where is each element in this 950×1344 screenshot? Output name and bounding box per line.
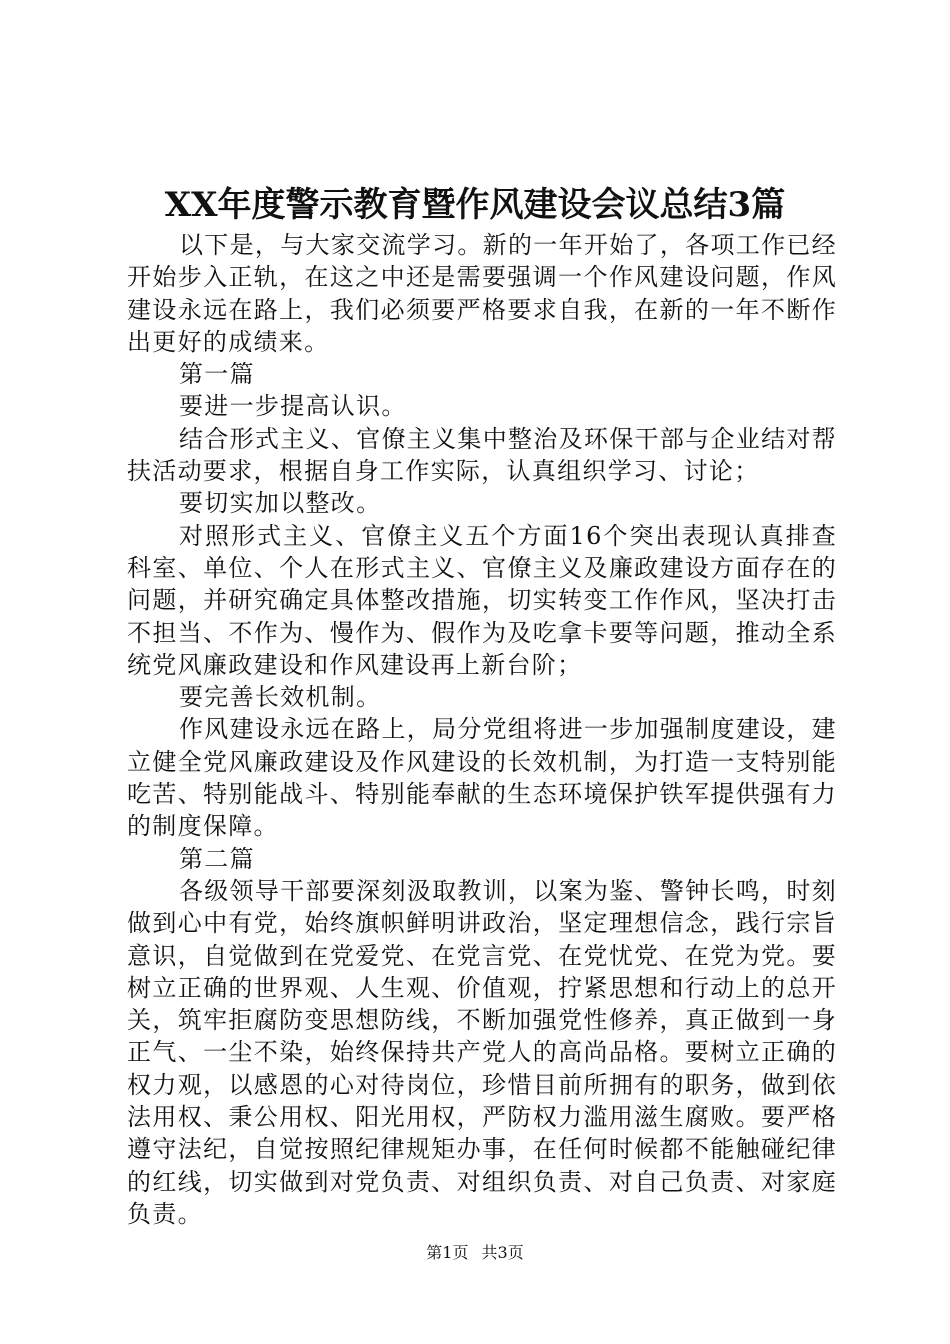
page-number: 第1页 — [426, 1243, 469, 1262]
document-title: XX年度警示教育暨作风建设会议总结3篇 — [164, 185, 786, 225]
paragraph: 要进一步提高认识。 — [179, 392, 407, 421]
paragraph: 作风建设永远在路上，局分党组将进一步加强制度建设，建立健全党风廉政建设及作风建设的长效机制，为打造一支特别能吃苦、特别能战斗、特别能奉献的生态环境保护铁军提供强有力的制度保障。 — [127, 715, 837, 841]
section-heading-2: 第二篇 — [179, 844, 255, 873]
paragraph-intro: 以下是，与大家交流学习。新的一年开始了，各项工作已经开始步入正轨，在这之中还是需要强调一个作风建设问题，作风建设永远在路上，我们必须要严格要求自我，在新的一年不断作出更好的成绩来。 — [127, 231, 837, 356]
paragraph: 结合形式主义、官僚主义集中整治及环保干部与企业结对帮扶活动要求，根据自身工作实际，认真组织学习、讨论； — [127, 424, 837, 486]
paragraph: 对照形式主义、官僚主义五个方面16个突出表现认真排查科室、单位、个人在形式主义、官僚主义及廉政建设方面存在的问题，并研究确定具体整改措施，切实转变工作作风，坚决打击不担当、不作为、慢作为、假作为及吃拿卡要等问题，推动全系统党风廉政建设和作风建设再上新台阶； — [127, 521, 837, 679]
document-body — [127, 229, 837, 1230]
paragraph: 要完善长效机制。 — [179, 683, 382, 712]
page-footer — [0, 1243, 950, 1263]
page-total: 共3页 — [481, 1243, 524, 1262]
paragraph: 各级领导干部要深刻汲取教训，以案为鉴、警钟长鸣，时刻做到心中有党，始终旗帜鲜明讲政治，坚定理想信念，践行宗旨意识，自觉做到在党爱党、在党言党、在党忧党、在党为党。要树立正确的世界观、人生观、价值观，拧紧思想和行动上的总开关，筑牢拒腐防变思想防线，不断加强党性修养，真正做到一身正气、一尘不染，始终保持共产党人的高尚品格。要树立正确的权力观，以感恩的心对待岗位，珍惜目前所拥有的职务，做到依法用权、秉公用权、阳光用权，严防权力滥用滋生腐败。要严格遵守法纪，自觉按照纪律规矩办事，在任何时候都不能触碰纪律的红线，切实做到对党负责、对组织负责、对自己负责、对家庭负责。 — [127, 876, 837, 1228]
paragraph: 要切实加以整改。 — [179, 489, 382, 518]
section-heading-1: 第一篇 — [179, 360, 255, 389]
